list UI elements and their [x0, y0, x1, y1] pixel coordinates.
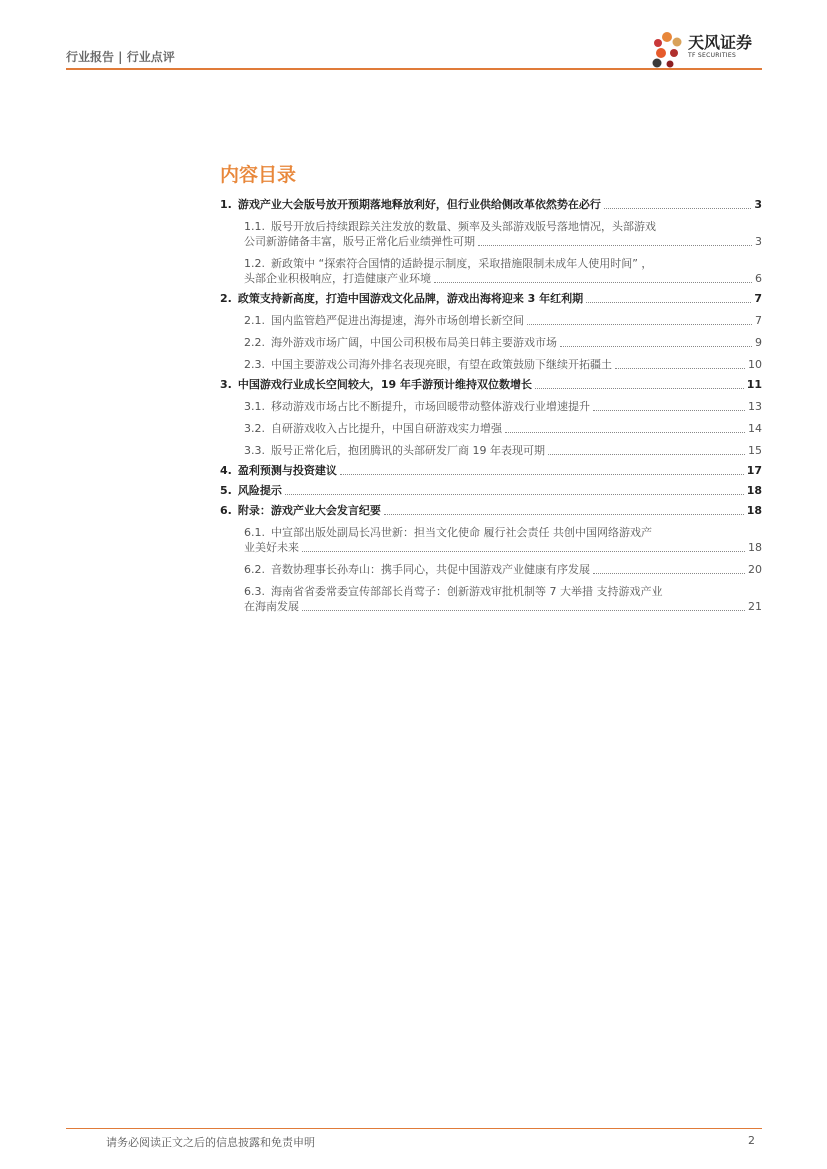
toc-entry-text: 国内监管趋严促进出海提速，海外市场创增长新空间: [271, 314, 524, 327]
toc-entry-page: 3: [754, 198, 762, 211]
header-divider: [66, 68, 762, 70]
toc-entry-page: 18: [746, 484, 762, 497]
toc-entry-number: 3.1.: [244, 400, 265, 413]
toc-leader-dots: [593, 410, 745, 411]
toc-entry-page: 17: [746, 464, 762, 477]
toc-entry-text: 附录：游戏产业大会发言纪要: [237, 504, 381, 517]
toc-entry-text: 音数协理事长孙寿山：携手同心，共促中国游戏产业健康有序发展: [271, 563, 590, 576]
toc-entry-page: 7: [755, 314, 762, 327]
toc-entry-text-continued: 头部企业积极响应，打造健康产业环境: [244, 272, 431, 285]
toc-entry[interactable]: [220, 503, 762, 518]
footer-divider: [66, 1128, 762, 1129]
toc-entry-text: 海南省省委常委宣传部部长肖莺子：创新游戏审批机制等 7 大举措 支持游戏产业: [271, 585, 663, 598]
toc-leader-dots: [434, 282, 752, 283]
toc-leader-dots: [527, 324, 752, 325]
toc-entry-number: 4.: [220, 464, 232, 477]
toc-entry-number: 3.: [220, 378, 232, 391]
toc-entry-number: 6.2.: [244, 563, 265, 576]
toc-entry[interactable]: [220, 525, 762, 555]
toc-entry-page: 11: [746, 378, 762, 391]
toc-entry[interactable]: [220, 197, 762, 212]
toc-entry-text: 风险提示: [237, 484, 282, 497]
toc-entry[interactable]: [220, 421, 762, 436]
toc-leader-dots: [615, 368, 745, 369]
toc-entry-number: 2.1.: [244, 314, 265, 327]
toc-entry-text: 自研游戏收入占比提升，中国自研游戏实力增强: [271, 422, 502, 435]
toc-entry-number: 6.1.: [244, 526, 265, 539]
company-logo: [650, 28, 765, 72]
toc-entry-text-continued: 在海南发展: [244, 600, 299, 613]
toc-entry[interactable]: [220, 335, 762, 350]
toc-leader-dots: [560, 346, 752, 347]
toc-entry-text: 盈利预测与投资建议: [237, 464, 337, 477]
toc-entry-page: 14: [748, 422, 762, 435]
toc-entry-page: 15: [748, 444, 762, 457]
toc-entry-text: 中国主要游戏公司海外排名表现亮眼，有望在政策鼓励下继续开拓疆土: [271, 358, 612, 371]
toc-entry-number: 2.3.: [244, 358, 265, 371]
toc-leader-dots: [302, 551, 745, 552]
toc-leader-dots: [593, 573, 745, 574]
toc-title: 内容目录: [220, 164, 297, 186]
toc-leader-dots: [586, 302, 751, 303]
toc-entry-text-continued: 业美好未来: [244, 541, 299, 554]
toc-leader-dots: [302, 610, 745, 611]
toc-entry-text: 中宣部出版处副局长冯世新：担当文化使命 履行社会责任 共创中国网络游戏产: [271, 526, 652, 539]
toc-entry-number: 1.1.: [244, 220, 265, 233]
toc-entry-number: 1.: [220, 198, 232, 211]
toc-entry-text: 移动游戏市场占比不断提升，市场回暖带动整体游戏行业增速提升: [271, 400, 590, 413]
toc-entry-page: 18: [746, 504, 762, 517]
toc-leader-dots: [285, 494, 744, 495]
toc-entry-number: 2.: [220, 292, 232, 305]
report-category: 行业报告 | 行业点评: [66, 50, 175, 64]
logo-name: 天风证券: [688, 33, 753, 52]
toc-entry-page: 21: [748, 600, 762, 613]
toc-entry-number: 6.: [220, 504, 232, 517]
toc-entry-page: 13: [748, 400, 762, 413]
toc-entry[interactable]: [220, 219, 762, 249]
toc-leader-dots: [340, 474, 744, 475]
toc-entry-number: 3.2.: [244, 422, 265, 435]
toc-entry-text: 新政策中 “探索符合国情的适龄提示制度，采取措施限制未成年人使用时间” ，: [271, 257, 653, 270]
footer-disclaimer: 请务必阅读正文之后的信息披露和免责申明: [106, 1136, 315, 1149]
toc-entry[interactable]: [220, 399, 762, 414]
toc-entry-text: 游戏产业大会版号放开预期落地释放利好，但行业供给侧改革依然势在必行: [237, 198, 601, 211]
toc-entry-text: 版号开放后持续跟踪关注发放的数量、频率及头部游戏版号落地情况，头部游戏: [271, 220, 656, 233]
toc-entry[interactable]: [220, 562, 762, 577]
flower-logo-icon: [650, 28, 686, 72]
toc-entry[interactable]: [220, 584, 762, 614]
toc-entry-page: 20: [748, 563, 762, 576]
page-number: 2: [748, 1134, 755, 1147]
toc-entry-number: 1.2.: [244, 257, 265, 270]
toc-entry[interactable]: [220, 357, 762, 372]
table-of-contents: [220, 192, 762, 614]
toc-entry-text: 海外游戏市场广阔，中国公司积极布局美日韩主要游戏市场: [271, 336, 557, 349]
toc-entry-text: 中国游戏行业成长空间较大，19 年手游预计维持双位数增长: [237, 378, 532, 391]
toc-entry[interactable]: [220, 313, 762, 328]
toc-entry-page: 10: [748, 358, 762, 371]
toc-leader-dots: [505, 432, 745, 433]
toc-entry-number: 5.: [220, 484, 232, 497]
toc-entry-text-continued: 公司新游储备丰富，版号正常化后业绩弹性可期: [244, 235, 475, 248]
toc-entry-number: 6.3.: [244, 585, 265, 598]
toc-leader-dots: [478, 245, 752, 246]
toc-entry-page: 18: [748, 541, 762, 554]
toc-entry-number: 3.3.: [244, 444, 265, 457]
toc-entry-page: 3: [755, 235, 762, 248]
toc-entry[interactable]: [220, 483, 762, 498]
toc-entry-page: 6: [755, 272, 762, 285]
toc-entry[interactable]: [220, 291, 762, 306]
toc-entry-text: 版号正常化后，抱团腾讯的头部研发厂商 19 年表现可期: [271, 444, 545, 457]
toc-leader-dots: [535, 388, 744, 389]
toc-leader-dots: [604, 208, 752, 209]
toc-entry[interactable]: [220, 443, 762, 458]
toc-entry-text: 政策支持新高度，打造中国游戏文化品牌，游戏出海将迎来 3 年红利期: [237, 292, 584, 305]
toc-entry[interactable]: [220, 377, 762, 392]
toc-entry[interactable]: [220, 256, 762, 286]
toc-entry[interactable]: [220, 463, 762, 478]
toc-leader-dots: [384, 514, 744, 515]
toc-entry-page: 7: [754, 292, 762, 305]
logo-subtitle: TF SECURITIES: [688, 52, 737, 59]
toc-entry-page: 9: [755, 336, 762, 349]
toc-leader-dots: [548, 454, 745, 455]
toc-entry-number: 2.2.: [244, 336, 265, 349]
